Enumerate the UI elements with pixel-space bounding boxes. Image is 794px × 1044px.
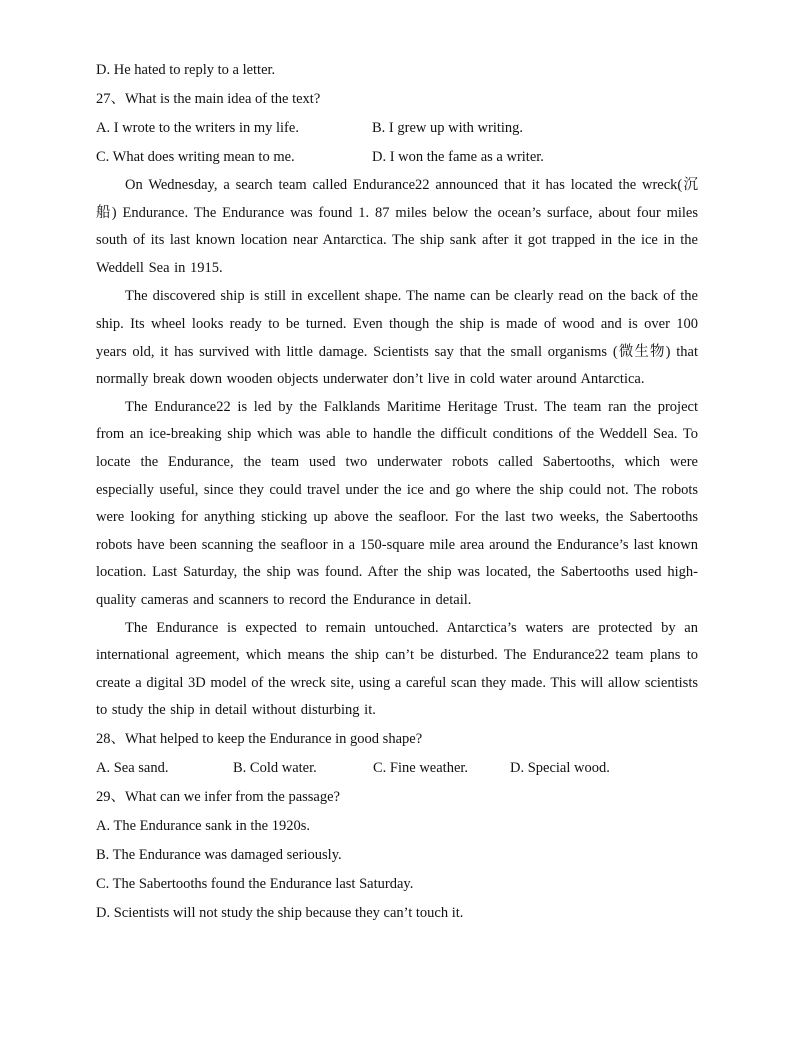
q27-option-d: D. I won the fame as a writer. xyxy=(372,149,544,165)
q27-option-c: C. What does writing mean to me. xyxy=(96,149,295,165)
q27-question: 27、What is the main idea of the text? xyxy=(96,91,321,107)
q28-option-a: A. Sea sand. xyxy=(96,759,169,776)
q27-options-row-1 xyxy=(96,114,698,143)
passage-paragraph-4: The Endurance is expected to remain untouched. Antarctica’s waters are protected by an international agreement, which means the ship can’t be disturbed. The Endurance22 team plans to create a digital 3D model of the wreck site, using a careful scan they made. This will allow scientists to study the ship in detail without disturbing it. xyxy=(96,619,698,719)
q27-option-a: A. I wrote to the writers in my life. xyxy=(96,120,299,136)
q29-option-d: D. Scientists will not study the ship because they can’t touch it. xyxy=(96,904,464,921)
passage-paragraph-1: On Wednesday, a search team called Endurance22 announced that it has located the wreck(沉船) Endurance. The Endurance was found 1. 87 miles below the ocean’s surface, about four miles south of its last known location near Antarctica. The ship sank after it got trapped in the ice in the Weddell Sea in 1915. xyxy=(96,177,698,276)
q28-question: 28、What helped to keep the Endurance in good shape? xyxy=(96,730,423,747)
q26-option-d: D. He hated to reply to a letter. xyxy=(96,62,276,78)
passage-paragraph-3: The Endurance22 is led by the Falklands Maritime Heritage Trust. The team ran the project from an ice-breaking ship which was able to handle the difficult conditions of the Weddell Sea. To locate the Endurance, the team used two underwater robots called Sabertooths, which were especially useful, since they could travel under the ice and go where the ship could not. The robots were looking for anything sticking up above the seafloor. For the last two weeks, the Sabertooths robots have been scanning the seafloor in a 150-square mile area around the Endurance’s last known location. Last Saturday, the ship was found. After the ship was located, the Sabertooths used high-quality cameras and scanners to record the Endurance in detail. xyxy=(96,398,698,608)
q29-option-b: B. The Endurance was damaged seriously. xyxy=(96,846,342,863)
exam-page xyxy=(96,56,698,928)
q29-option-a: A. The Endurance sank in the 1920s. xyxy=(96,817,310,834)
q28-options-row xyxy=(96,754,698,783)
q29-question: 29、What can we infer from the passage? xyxy=(96,788,340,805)
q27-options-row-2 xyxy=(96,143,698,172)
q29-option-c: C. The Sabertooths found the Endurance last Saturday. xyxy=(96,875,414,892)
q28-option-d: D. Special wood. xyxy=(510,759,610,776)
passage-paragraph-2: The discovered ship is still in excellent shape. The name can be clearly read on the back of the ship. Its wheel looks ready to be turned. Even though the ship is made of wood and is over 100 years old, it has survived with little damage. Scientists say that the small organisms (微生物) that normally break down wooden objects underwater don’t live in cold water around Antarctica. xyxy=(96,288,698,388)
q27-option-b: B. I grew up with writing. xyxy=(372,120,524,136)
q28-option-c: C. Fine weather. xyxy=(373,759,469,776)
q28-option-b: B. Cold water. xyxy=(233,759,317,776)
